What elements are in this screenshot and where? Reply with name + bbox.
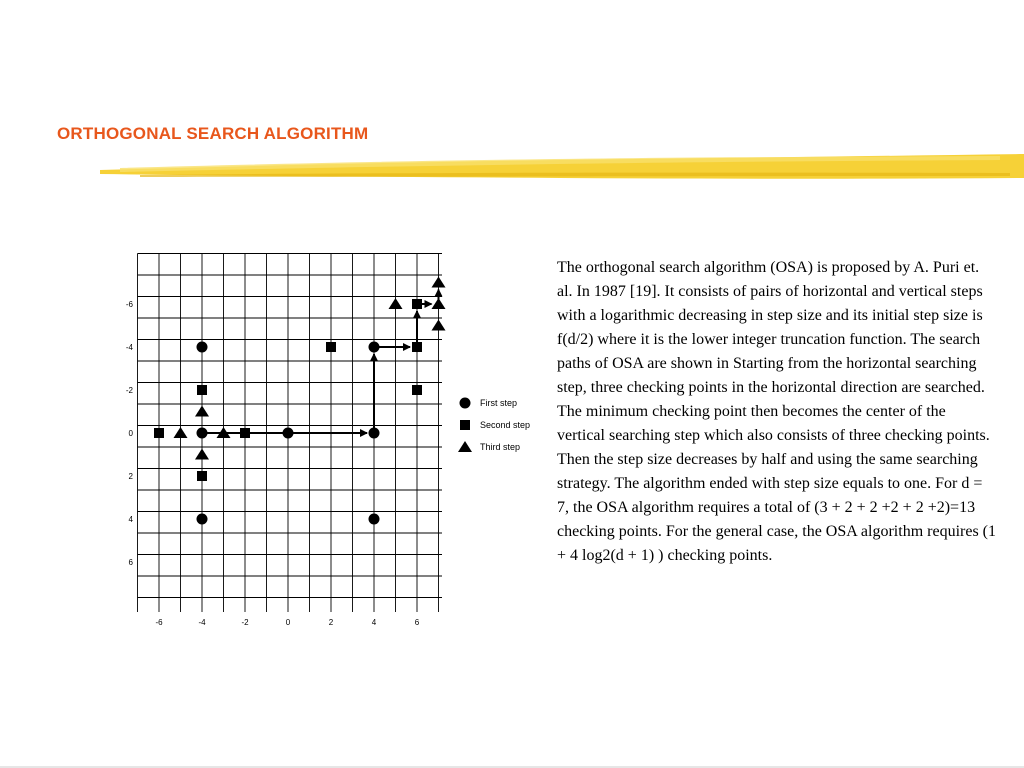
legend — [458, 398, 530, 453]
y-tick-label: 6 — [128, 558, 133, 567]
second-step-point — [240, 428, 250, 438]
y-tick-label: -4 — [125, 343, 133, 352]
third-step-point — [432, 277, 446, 288]
x-tick-label: -2 — [241, 618, 249, 627]
first-step-point — [197, 514, 208, 525]
third-step-point — [432, 320, 446, 331]
second-step-point — [412, 342, 422, 352]
title-underline-stroke — [100, 148, 1024, 188]
legend-square-icon — [460, 420, 470, 430]
legend-label: First step — [480, 398, 518, 408]
y-tick-label: 2 — [128, 472, 133, 481]
y-tick-label: -6 — [125, 300, 133, 309]
x-tick-label: 6 — [414, 618, 420, 627]
y-tick-label: 4 — [128, 515, 133, 524]
third-step-point — [174, 427, 188, 438]
x-tick-label: -4 — [198, 618, 206, 627]
y-axis-tick-labels — [126, 300, 134, 567]
first-step-point — [369, 428, 380, 439]
third-step-point — [432, 298, 446, 309]
x-tick-label: -6 — [155, 618, 163, 627]
y-tick-label: -2 — [125, 386, 133, 395]
second-step-point — [154, 428, 164, 438]
second-step-point — [197, 385, 207, 395]
y-tick-label: 0 — [128, 429, 133, 438]
x-tick-label: 2 — [328, 618, 334, 627]
x-axis-tick-labels — [155, 618, 419, 627]
legend-circle-icon — [460, 398, 471, 409]
first-step-point — [197, 428, 208, 439]
third-step-point — [195, 449, 209, 460]
slide-title: ORTHOGONAL SEARCH ALGORITHM — [57, 124, 369, 143]
x-tick-label: 0 — [285, 618, 291, 627]
x-tick-label: 4 — [371, 618, 377, 627]
osa-search-diagram — [120, 245, 540, 635]
first-step-point — [369, 514, 380, 525]
first-step-point — [197, 342, 208, 353]
second-step-point — [412, 385, 422, 395]
second-step-point — [326, 342, 336, 352]
legend-label: Third step — [480, 442, 521, 452]
legend-label: Second step — [480, 420, 531, 430]
first-step-point — [369, 342, 380, 353]
third-step-point — [195, 406, 209, 417]
first-step-point — [283, 428, 294, 439]
legend-triangle-icon — [458, 441, 472, 452]
third-step-point — [389, 298, 403, 309]
second-step-point — [412, 299, 422, 309]
description-paragraph: The orthogonal search algorithm (OSA) is proposed by A. Puri et. al. In 1987 [19]. It consists of pairs of horizontal and vertical steps with a logarithmic decreasing in step size and its initial step size is f(d/2) where it is the lower integer truncation function. The search paths of OSA are shown in Starting from the horizontal searching step, three checking points in the horizontal direction are searched. The minimum checking point then becomes the center of the vertical searching step which also consists of three checking points. Then the step size decreases by half and using the same searching strategy. The algorithm ended with step size equals to one. For d = 7, the OSA algorithm requires a total of (3 + 2 + 2 +2 + 2 +2)=13 checking points. For the general case, the OSA algorithm requires (1 + 4 log2(d + 1) ) checking points. — [557, 259, 996, 564]
second-step-point — [197, 471, 207, 481]
search-points — [154, 277, 446, 525]
